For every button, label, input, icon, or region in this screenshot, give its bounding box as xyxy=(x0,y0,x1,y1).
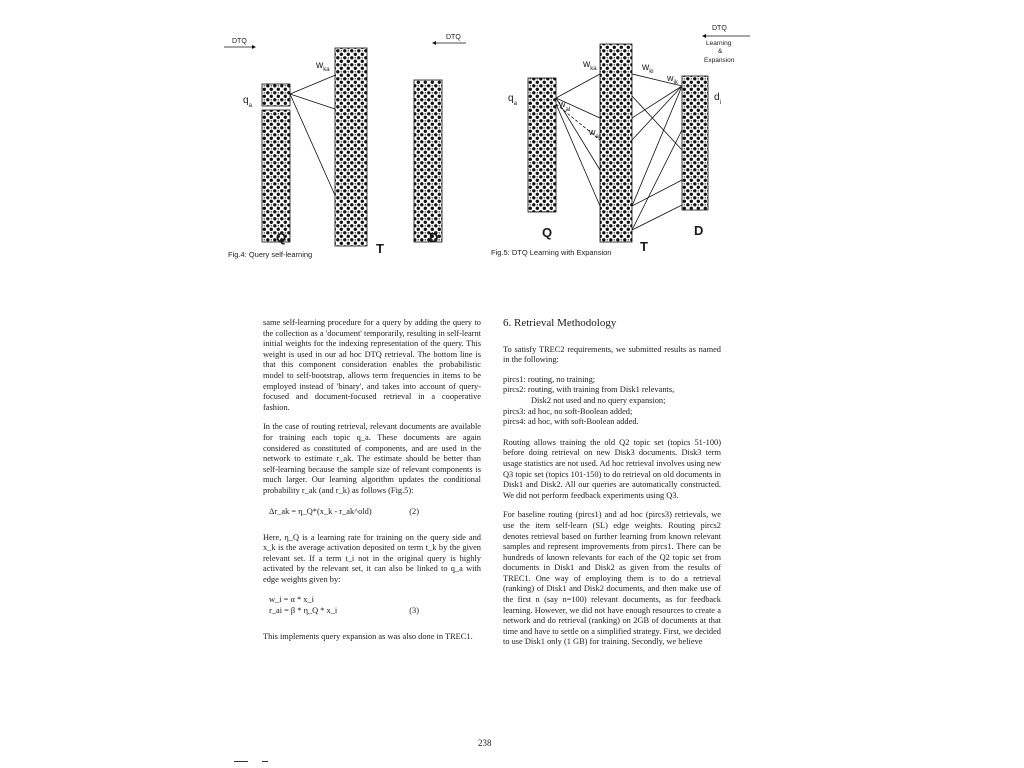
left-column xyxy=(263,318,481,652)
equation-2-number: (2) xyxy=(409,506,419,516)
fig4-caption: Fig.4: Query self-learning xyxy=(228,250,313,259)
fig4-label-t: T xyxy=(376,241,384,256)
bottom-mark-left xyxy=(234,761,248,762)
equation-3-number: (3) xyxy=(409,606,419,616)
fig4-w-ka: $w_{ka}$ xyxy=(316,60,330,73)
run-item-2: pircs2: routing, with training from Disk1 relevants, xyxy=(503,385,675,395)
fig5-w-ai: $w_{ai}$ xyxy=(589,127,601,140)
fig5-w-ki: $w_{ki}$ xyxy=(642,62,654,75)
fig5-w-al: $w_{al}$ xyxy=(559,99,571,113)
dtq-expansion-label-2: Learning xyxy=(706,40,732,47)
section-heading: 6. Retrieval Methodology xyxy=(503,317,617,329)
dtq-label-left: DTQ xyxy=(232,38,247,45)
left-paragraph-3: Here, η_Q is a learning rate for training on the query side and x_k is the average activation deposited on term t_k by the given relevant set. If a term t_i not in the original query is highly activated by the relevant set, it can also be linked to q_a with edge weights given by: xyxy=(263,532,481,584)
fig5-w-ka: $w_{ka}$ xyxy=(583,59,597,72)
fig5-d-i: $d_i$ xyxy=(714,92,721,106)
fig5-label-q: Q xyxy=(542,225,553,240)
dtq-expansion-label-4: Expansion xyxy=(704,57,735,64)
run-item-3: pircs3: ad hoc, no soft-Boolean added; xyxy=(503,406,633,416)
equation-3-line-1: w_i = α * x_i xyxy=(269,595,314,605)
fig4-label-d: D xyxy=(429,230,439,245)
right-paragraph-2: Routing allows training the old Q2 topic set (topics 51-100) before doing retrieval on new Disk3 documents. Disk3 term usage statistics are not used. Ad hoc retrieval involves using new Q3 topic set (topics 101-150) to do retrieval on old documents in Disk1 and Disk2. All our queries are automatically constructed. We did not perform feedback experiments using Q3. xyxy=(503,437,721,500)
runs-list xyxy=(503,375,721,428)
right-paragraph-1: To satisfy TREC2 requirements, we submitted results as named in the following: xyxy=(503,344,721,365)
fig5-label-d: D xyxy=(694,223,704,238)
page-number: 238 xyxy=(478,738,492,748)
bottom-mark-left-2 xyxy=(262,761,268,762)
equation-3 xyxy=(269,594,481,616)
fig5-label-t: T xyxy=(640,239,648,254)
left-paragraph-2: In the case of routing retrieval, relevant documents are available for training each topic q_a. These documents are again considered as constituted of components, and are used in the network to estimate r_ak. The estimate should be better than self-learning because the sample size of relevant components is much larger. Our learning algorithm updates the conditional probability r_ak (and r_k) as follows (Fig.5): xyxy=(263,422,481,495)
run-item-2-cont: Disk2 not used and no query expansion; xyxy=(531,395,666,405)
dtq-expansion-label-1: DTQ xyxy=(712,25,727,32)
equation-3-line-2: r_ai = β * η_Q * x_i xyxy=(269,606,338,616)
right-paragraph-3: For baseline routing (pircs1) and ad hoc (pircs3) retrievals, we use the item self-learn (SL) edge weights. Routing pircs2 denotes retrieval based on further learning from known relevant samples and represent improvements from pircs1. There can be hundreds of known relevants for each of the Q2 topic set from documents in Disk1 and Disk2 as given from the results of TREC1. One way of employing them is to do a retrieval (ranking) of Disk1 and Disk2 documents, and then make use of the first n (say n=100) relevant documents, as for feedback learning. However, we did not have enough resources to create a network and do retrieval (ranking) on 2GB of documents at that time and have to settle on a simplified strategy. First, we decided to use Disk1 only (1 GB) for training. Secondly, we believe xyxy=(503,510,721,647)
fig4-q-a: $q_a$ xyxy=(243,95,252,109)
fig5-caption: Fig.5: DTQ Learning with Expansion xyxy=(491,248,612,257)
fig5-w-ik: $w_{ik}$ xyxy=(667,73,678,86)
dtq-label-right: DTQ xyxy=(446,34,461,41)
fig4-label-q: Q xyxy=(276,230,287,245)
left-paragraph-4: This implements query expansion as was also done in TREC1. xyxy=(263,632,473,642)
equation-2 xyxy=(269,506,481,517)
equation-2-text: Δr_ak = η_Q*(x_k - r_ak^old) xyxy=(269,506,372,516)
left-paragraph-1: same self-learning procedure for a query by adding the query to the collection as a 'document' temporarily, resulting in self-learnt initial weights for the indexing representation of the query. This weight is used in our ad hoc DTQ retrieval. The bottom line is that this component consideration enables the probabilistic model to self-bootstrap, allows term frequencies in items to be employed instead of 'binary', and takes into account of query-focused and document-focused retrieval in a cooperative fashion. xyxy=(263,318,481,412)
dtq-expansion-label-3: & xyxy=(718,48,723,55)
right-column xyxy=(503,318,721,657)
fig5-q-a: $q_a$ xyxy=(508,93,517,107)
run-item-1: pircs1: routing, no training; xyxy=(503,374,596,384)
run-item-4: pircs4: ad hoc, with soft-Boolean added. xyxy=(503,417,639,427)
